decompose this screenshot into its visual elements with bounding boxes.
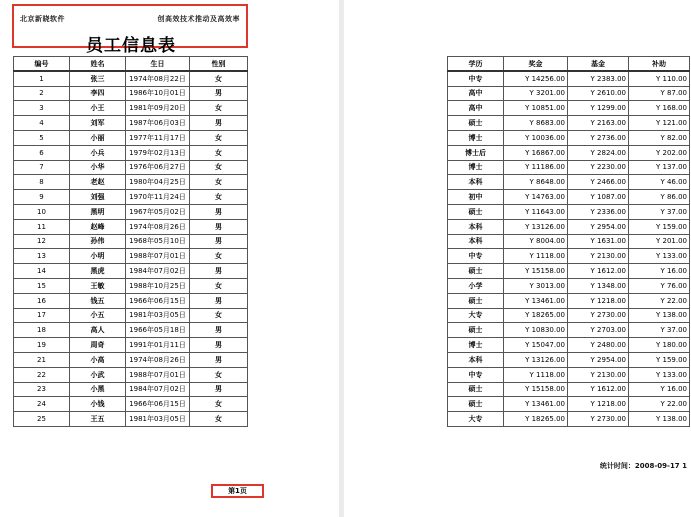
table-cell: Y 138.00 bbox=[629, 412, 690, 427]
table-cell: 赵峰 bbox=[70, 219, 126, 234]
table-cell: 11 bbox=[14, 219, 70, 234]
table-cell: 大专 bbox=[448, 412, 504, 427]
table-cell: 1970年11月24日 bbox=[126, 190, 190, 205]
table-cell: 1984年07月02日 bbox=[126, 264, 190, 279]
table-row bbox=[14, 278, 248, 293]
table-cell: 高人 bbox=[70, 323, 126, 338]
table-cell: 13 bbox=[14, 249, 70, 264]
table-row bbox=[448, 397, 690, 412]
table-cell: Y 1218.00 bbox=[568, 293, 629, 308]
table-cell: 黑虎 bbox=[70, 264, 126, 279]
table-cell: Y 2466.00 bbox=[568, 175, 629, 190]
table-row bbox=[448, 145, 690, 160]
table-cell: 刘强 bbox=[70, 190, 126, 205]
table-cell: Y 16.00 bbox=[629, 264, 690, 279]
table-cell: Y 3201.00 bbox=[504, 86, 568, 101]
table-row bbox=[14, 130, 248, 145]
table-cell: Y 1118.00 bbox=[504, 249, 568, 264]
table-cell: 钱五 bbox=[70, 293, 126, 308]
table-cell: Y 159.00 bbox=[629, 219, 690, 234]
table-cell: Y 14256.00 bbox=[504, 71, 568, 86]
table-cell: Y 11643.00 bbox=[504, 204, 568, 219]
column-header: 性别 bbox=[190, 57, 248, 72]
report-page-right bbox=[344, 0, 691, 517]
table-cell: Y 11186.00 bbox=[504, 160, 568, 175]
table-cell: Y 2954.00 bbox=[568, 219, 629, 234]
table-cell: 1 bbox=[14, 71, 70, 86]
table-cell: Y 8648.00 bbox=[504, 175, 568, 190]
table-cell: Y 138.00 bbox=[629, 308, 690, 323]
table-cell: 硕士 bbox=[448, 397, 504, 412]
table-cell: 21 bbox=[14, 352, 70, 367]
table-row bbox=[14, 323, 248, 338]
table-row bbox=[448, 323, 690, 338]
table-cell: 1981年09月20日 bbox=[126, 101, 190, 116]
table-row bbox=[448, 293, 690, 308]
table-cell: 1968年05月10日 bbox=[126, 234, 190, 249]
table-cell: 男 bbox=[190, 219, 248, 234]
table-cell: Y 22.00 bbox=[629, 397, 690, 412]
table-cell: Y 13461.00 bbox=[504, 293, 568, 308]
table-cell: 小学 bbox=[448, 278, 504, 293]
table-cell: Y 14763.00 bbox=[504, 190, 568, 205]
table-cell: 女 bbox=[190, 160, 248, 175]
table-row bbox=[448, 338, 690, 353]
print-timestamp: 统计时间：2008-09-17 1 bbox=[599, 462, 687, 470]
table-row bbox=[14, 367, 248, 382]
table-cell: 小钱 bbox=[70, 397, 126, 412]
table-row bbox=[14, 160, 248, 175]
table-cell: Y 10036.00 bbox=[504, 130, 568, 145]
table-cell: 22 bbox=[14, 367, 70, 382]
table-cell: Y 2230.00 bbox=[568, 160, 629, 175]
table-cell: 7 bbox=[14, 160, 70, 175]
table-cell: Y 2130.00 bbox=[568, 249, 629, 264]
table-row bbox=[448, 160, 690, 175]
table-cell: 男 bbox=[190, 204, 248, 219]
table-row bbox=[14, 219, 248, 234]
table-cell: 博士 bbox=[448, 160, 504, 175]
table-cell: Y 201.00 bbox=[629, 234, 690, 249]
table-cell: Y 1218.00 bbox=[568, 397, 629, 412]
table-cell: Y 37.00 bbox=[629, 204, 690, 219]
table-cell: 6 bbox=[14, 145, 70, 160]
table-cell: 18 bbox=[14, 323, 70, 338]
table-cell: 男 bbox=[190, 323, 248, 338]
table-row bbox=[448, 352, 690, 367]
table-cell: 老赵 bbox=[70, 175, 126, 190]
table-cell: 孙伟 bbox=[70, 234, 126, 249]
table-cell: Y 87.00 bbox=[629, 86, 690, 101]
table-row bbox=[448, 234, 690, 249]
column-header: 奖金 bbox=[504, 57, 568, 72]
table-row bbox=[14, 190, 248, 205]
report-header bbox=[12, 4, 248, 56]
table-row bbox=[448, 86, 690, 101]
table-cell: Y 137.00 bbox=[629, 160, 690, 175]
table-cell: 本科 bbox=[448, 234, 504, 249]
table-row bbox=[14, 338, 248, 353]
table-cell: 小明 bbox=[70, 249, 126, 264]
table-row bbox=[448, 190, 690, 205]
table-row bbox=[448, 264, 690, 279]
table-cell: 19 bbox=[14, 338, 70, 353]
table-cell: 女 bbox=[190, 367, 248, 382]
table-cell: 23 bbox=[14, 382, 70, 397]
table-cell: Y 2130.00 bbox=[568, 367, 629, 382]
table-row bbox=[448, 101, 690, 116]
table-cell: Y 2730.00 bbox=[568, 412, 629, 427]
table-cell: 1988年10月25日 bbox=[126, 278, 190, 293]
table-cell: Y 18265.00 bbox=[504, 412, 568, 427]
table-row bbox=[14, 204, 248, 219]
table-cell: 女 bbox=[190, 397, 248, 412]
table-cell: 中专 bbox=[448, 71, 504, 86]
table-row bbox=[448, 71, 690, 86]
column-header: 补助 bbox=[629, 57, 690, 72]
table-cell: 女 bbox=[190, 190, 248, 205]
table-cell: Y 13126.00 bbox=[504, 352, 568, 367]
table-row bbox=[14, 101, 248, 116]
table-cell: Y 16867.00 bbox=[504, 145, 568, 160]
table-cell: 硕士 bbox=[448, 116, 504, 131]
table-row bbox=[448, 249, 690, 264]
table-row bbox=[14, 293, 248, 308]
table-row bbox=[14, 234, 248, 249]
table-cell: 1984年07月02日 bbox=[126, 382, 190, 397]
table-cell: Y 3013.00 bbox=[504, 278, 568, 293]
table-cell: Y 202.00 bbox=[629, 145, 690, 160]
table-cell: 女 bbox=[190, 71, 248, 86]
table-cell: Y 168.00 bbox=[629, 101, 690, 116]
table-row bbox=[448, 175, 690, 190]
table-cell: Y 22.00 bbox=[629, 293, 690, 308]
table-cell: 1981年03月05日 bbox=[126, 308, 190, 323]
table-cell: 硕士 bbox=[448, 323, 504, 338]
table-cell: 女 bbox=[190, 145, 248, 160]
table-cell: 小王 bbox=[70, 101, 126, 116]
table-row bbox=[14, 264, 248, 279]
table-cell: 男 bbox=[190, 293, 248, 308]
table-cell: Y 8004.00 bbox=[504, 234, 568, 249]
table-cell: Y 15158.00 bbox=[504, 382, 568, 397]
table-row bbox=[448, 130, 690, 145]
table-row bbox=[14, 175, 248, 190]
table-cell: Y 133.00 bbox=[629, 249, 690, 264]
table-cell: 女 bbox=[190, 278, 248, 293]
table-cell: 本科 bbox=[448, 175, 504, 190]
table-cell: 小武 bbox=[70, 367, 126, 382]
table-cell: Y 2163.00 bbox=[568, 116, 629, 131]
table-cell: Y 121.00 bbox=[629, 116, 690, 131]
table-cell: 高中 bbox=[448, 86, 504, 101]
table-cell: 1977年11月17日 bbox=[126, 130, 190, 145]
table-row bbox=[14, 397, 248, 412]
table-cell: 男 bbox=[190, 116, 248, 131]
table-cell: 刘军 bbox=[70, 116, 126, 131]
table-row bbox=[448, 116, 690, 131]
table-cell: Y 1087.00 bbox=[568, 190, 629, 205]
table-row bbox=[448, 308, 690, 323]
table-cell: Y 10851.00 bbox=[504, 101, 568, 116]
table-cell: 16 bbox=[14, 293, 70, 308]
table-cell: 1991年01月11日 bbox=[126, 338, 190, 353]
table-cell: 5 bbox=[14, 130, 70, 145]
company-slogan: 创高效技术推动及高效率 bbox=[157, 15, 240, 23]
column-header: 编号 bbox=[14, 57, 70, 72]
table-row bbox=[448, 204, 690, 219]
table-cell: 女 bbox=[190, 175, 248, 190]
table-row bbox=[14, 352, 248, 367]
table-cell: 中专 bbox=[448, 249, 504, 264]
table-cell: Y 110.00 bbox=[629, 71, 690, 86]
table-cell: Y 180.00 bbox=[629, 338, 690, 353]
table-cell: 初中 bbox=[448, 190, 504, 205]
table-cell: Y 76.00 bbox=[629, 278, 690, 293]
table-cell: Y 15158.00 bbox=[504, 264, 568, 279]
table-cell: 小华 bbox=[70, 160, 126, 175]
employee-info-table bbox=[13, 56, 248, 427]
table-cell: Y 159.00 bbox=[629, 352, 690, 367]
table-cell: 女 bbox=[190, 130, 248, 145]
table-cell: 4 bbox=[14, 116, 70, 131]
table-row bbox=[14, 145, 248, 160]
table-cell: Y 13461.00 bbox=[504, 397, 568, 412]
table-cell: 1974年08月22日 bbox=[126, 71, 190, 86]
table-cell: Y 2336.00 bbox=[568, 204, 629, 219]
table-cell: Y 2824.00 bbox=[568, 145, 629, 160]
column-header: 基金 bbox=[568, 57, 629, 72]
table-cell: Y 8683.00 bbox=[504, 116, 568, 131]
table-cell: 1974年08月26日 bbox=[126, 219, 190, 234]
table-cell: 硕士 bbox=[448, 204, 504, 219]
table-cell: 17 bbox=[14, 308, 70, 323]
table-cell: 男 bbox=[190, 382, 248, 397]
table-row bbox=[14, 382, 248, 397]
table-cell: Y 18265.00 bbox=[504, 308, 568, 323]
table-cell: Y 2703.00 bbox=[568, 323, 629, 338]
table-cell: 8 bbox=[14, 175, 70, 190]
table-header-row bbox=[14, 57, 248, 72]
table-cell: Y 13126.00 bbox=[504, 219, 568, 234]
report-page-left bbox=[0, 0, 339, 517]
table-cell: 女 bbox=[190, 412, 248, 427]
table-cell: 10 bbox=[14, 204, 70, 219]
table-cell: 12 bbox=[14, 234, 70, 249]
table-cell: Y 82.00 bbox=[629, 130, 690, 145]
table-cell: 张三 bbox=[70, 71, 126, 86]
table-cell: Y 1631.00 bbox=[568, 234, 629, 249]
table-cell: 15 bbox=[14, 278, 70, 293]
table-row bbox=[14, 308, 248, 323]
report-title: 员工信息表 bbox=[86, 36, 176, 56]
table-cell: Y 2954.00 bbox=[568, 352, 629, 367]
table-cell: Y 2730.00 bbox=[568, 308, 629, 323]
table-cell: 本科 bbox=[448, 352, 504, 367]
table-cell: 1988年07月01日 bbox=[126, 367, 190, 382]
employee-salary-table bbox=[447, 56, 690, 427]
table-cell: 小高 bbox=[70, 352, 126, 367]
table-cell: 王五 bbox=[70, 412, 126, 427]
table-cell: 博士 bbox=[448, 130, 504, 145]
table-cell: 女 bbox=[190, 249, 248, 264]
table-cell: Y 2383.00 bbox=[568, 71, 629, 86]
table-cell: Y 46.00 bbox=[629, 175, 690, 190]
table-cell: 博士 bbox=[448, 338, 504, 353]
table-cell: 3 bbox=[14, 101, 70, 116]
table-cell: Y 86.00 bbox=[629, 190, 690, 205]
table-cell: 周奇 bbox=[70, 338, 126, 353]
table-cell: 男 bbox=[190, 338, 248, 353]
table-cell: Y 1118.00 bbox=[504, 367, 568, 382]
table-cell: 大专 bbox=[448, 308, 504, 323]
table-row bbox=[448, 219, 690, 234]
table-cell: 1988年07月01日 bbox=[126, 249, 190, 264]
table-cell: Y 133.00 bbox=[629, 367, 690, 382]
table-header-row bbox=[448, 57, 690, 72]
table-cell: 李四 bbox=[70, 86, 126, 101]
table-cell: 2 bbox=[14, 86, 70, 101]
table-cell: 1967年05月02日 bbox=[126, 204, 190, 219]
table-cell: 小兵 bbox=[70, 145, 126, 160]
table-cell: 1966年05月18日 bbox=[126, 323, 190, 338]
table-cell: Y 1348.00 bbox=[568, 278, 629, 293]
column-header: 学历 bbox=[448, 57, 504, 72]
company-name: 北京新晓软件 bbox=[20, 15, 65, 23]
table-cell: 男 bbox=[190, 86, 248, 101]
table-cell: 1966年06月15日 bbox=[126, 293, 190, 308]
table-row bbox=[14, 249, 248, 264]
table-cell: 1987年06月03日 bbox=[126, 116, 190, 131]
table-row bbox=[448, 278, 690, 293]
table-cell: Y 16.00 bbox=[629, 382, 690, 397]
table-cell: Y 1612.00 bbox=[568, 382, 629, 397]
table-cell: 王敏 bbox=[70, 278, 126, 293]
table-cell: Y 2610.00 bbox=[568, 86, 629, 101]
table-row bbox=[14, 412, 248, 427]
table-cell: 博士后 bbox=[448, 145, 504, 160]
table-cell: 本科 bbox=[448, 219, 504, 234]
table-cell: 硕士 bbox=[448, 293, 504, 308]
table-cell: 小五 bbox=[70, 308, 126, 323]
table-cell: 男 bbox=[190, 234, 248, 249]
table-cell: 1986年10月01日 bbox=[126, 86, 190, 101]
table-cell: 黑明 bbox=[70, 204, 126, 219]
table-row bbox=[448, 382, 690, 397]
table-cell: 高中 bbox=[448, 101, 504, 116]
table-cell: 1976年06月27日 bbox=[126, 160, 190, 175]
table-cell: 女 bbox=[190, 101, 248, 116]
table-cell: 男 bbox=[190, 352, 248, 367]
table-row bbox=[14, 71, 248, 86]
table-row bbox=[448, 367, 690, 382]
table-cell: 硕士 bbox=[448, 264, 504, 279]
table-cell: 1981年03月05日 bbox=[126, 412, 190, 427]
table-row bbox=[14, 86, 248, 101]
table-cell: Y 37.00 bbox=[629, 323, 690, 338]
table-cell: 24 bbox=[14, 397, 70, 412]
table-cell: 小黑 bbox=[70, 382, 126, 397]
table-cell: 小丽 bbox=[70, 130, 126, 145]
table-row bbox=[448, 412, 690, 427]
table-row bbox=[14, 116, 248, 131]
table-cell: Y 2736.00 bbox=[568, 130, 629, 145]
table-cell: 男 bbox=[190, 264, 248, 279]
table-cell: 1980年04月25日 bbox=[126, 175, 190, 190]
table-cell: Y 1299.00 bbox=[568, 101, 629, 116]
table-cell: 14 bbox=[14, 264, 70, 279]
table-cell: 1979年02月13日 bbox=[126, 145, 190, 160]
table-cell: 1966年06月15日 bbox=[126, 397, 190, 412]
table-cell: Y 15047.00 bbox=[504, 338, 568, 353]
page-number: 第1页 bbox=[211, 484, 264, 498]
table-cell: 女 bbox=[190, 308, 248, 323]
table-cell: 1974年08月26日 bbox=[126, 352, 190, 367]
table-cell: Y 10830.00 bbox=[504, 323, 568, 338]
table-cell: Y 2480.00 bbox=[568, 338, 629, 353]
column-header: 生日 bbox=[126, 57, 190, 72]
column-header: 姓名 bbox=[70, 57, 126, 72]
table-cell: 9 bbox=[14, 190, 70, 205]
table-cell: 25 bbox=[14, 412, 70, 427]
table-cell: Y 1612.00 bbox=[568, 264, 629, 279]
table-cell: 硕士 bbox=[448, 382, 504, 397]
table-cell: 中专 bbox=[448, 367, 504, 382]
